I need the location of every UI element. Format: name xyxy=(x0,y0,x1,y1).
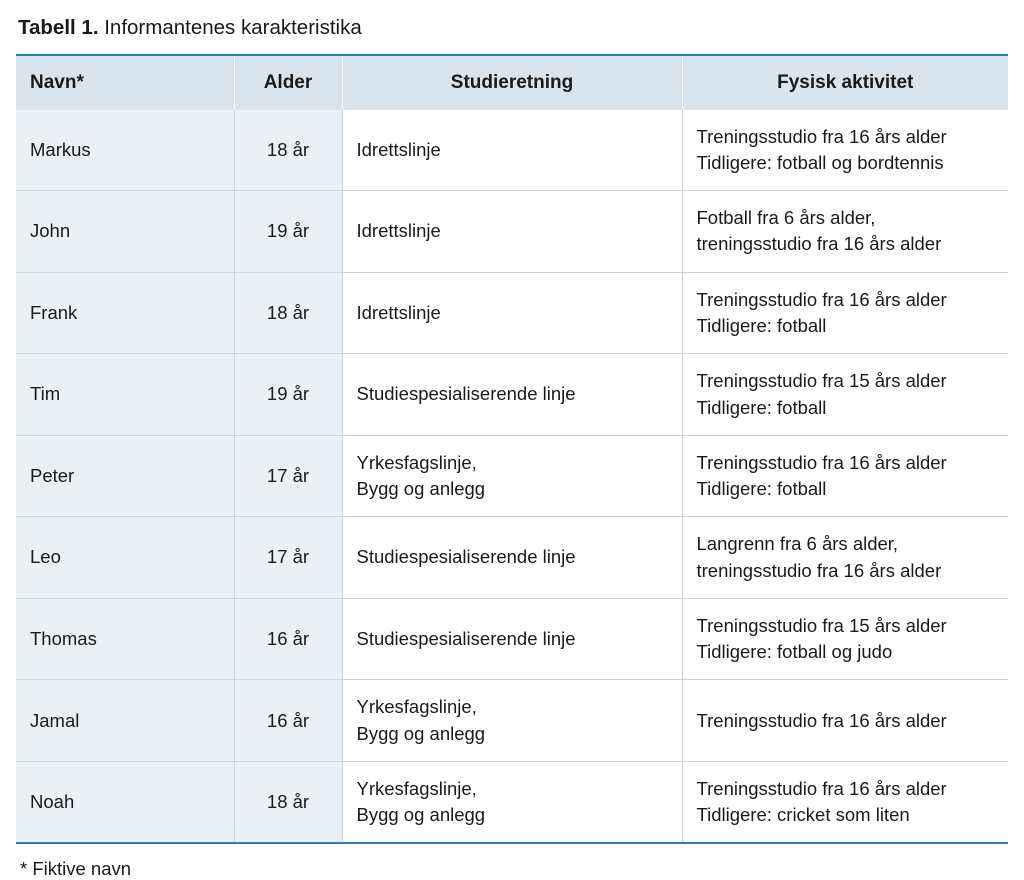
cell-alder: 18 år xyxy=(234,761,342,843)
column-header-alder: Alder xyxy=(234,55,342,110)
cell-line: Tidligere: fotball xyxy=(696,396,827,418)
cell-line: Treningsstudio fra 16 års alder xyxy=(696,125,947,147)
cell-line: Tidligere: fotball xyxy=(696,478,827,500)
cell-line: Treningsstudio fra 16 års alder xyxy=(696,288,947,310)
table-caption-text: Informantenes karakteristika xyxy=(104,16,362,39)
table-footnote: * Fiktive navn xyxy=(20,858,132,880)
cell-line: Bygg og anlegg xyxy=(356,478,486,500)
cell-studieretning xyxy=(342,354,682,436)
cell-line: Tidligere: cricket som liten xyxy=(696,804,910,826)
cell-line: Studiespesialiserende linje xyxy=(356,627,576,649)
cell-line: Langrenn fra 6 års alder, xyxy=(696,533,899,555)
table-body xyxy=(16,110,1008,844)
cell-alder: 17 år xyxy=(234,435,342,517)
cell-navn: Peter xyxy=(16,435,234,517)
cell-fysisk-aktivitet xyxy=(682,272,1008,354)
table-row xyxy=(16,761,1008,843)
table-row xyxy=(16,191,1008,273)
cell-alder: 18 år xyxy=(234,110,342,191)
cell-line: treningsstudio fra 16 års alder xyxy=(696,233,942,255)
characteristics-table xyxy=(16,54,1008,845)
cell-fysisk-aktivitet xyxy=(682,110,1008,191)
table-row xyxy=(16,517,1008,599)
cell-line: Yrkesfagslinje, xyxy=(356,696,477,718)
cell-navn: Noah xyxy=(16,761,234,843)
cell-line: Idrettslinje xyxy=(356,220,441,242)
cell-studieretning xyxy=(342,110,682,191)
table-row xyxy=(16,272,1008,354)
cell-studieretning xyxy=(342,598,682,680)
cell-line: Fotball fra 6 års alder, xyxy=(696,207,876,229)
column-header-studieretning: Studieretning xyxy=(342,55,682,110)
cell-alder: 19 år xyxy=(234,191,342,273)
cell-studieretning xyxy=(342,517,682,599)
cell-line: Yrkesfagslinje, xyxy=(356,777,477,799)
cell-fysisk-aktivitet xyxy=(682,598,1008,680)
table-row xyxy=(16,598,1008,680)
cell-navn: John xyxy=(16,191,234,273)
cell-line: Tidligere: fotball og judo xyxy=(696,641,893,663)
cell-line: Bygg og anlegg xyxy=(356,722,486,744)
table-row xyxy=(16,354,1008,436)
cell-line: Tidligere: fotball og bordtennis xyxy=(696,151,944,173)
cell-line: Studiespesialiserende linje xyxy=(356,546,576,568)
cell-line: Treningsstudio fra 16 års alder xyxy=(696,777,947,799)
cell-line: Treningsstudio fra 16 års alder xyxy=(696,451,947,473)
cell-studieretning xyxy=(342,272,682,354)
cell-navn: Frank xyxy=(16,272,234,354)
cell-fysisk-aktivitet xyxy=(682,354,1008,436)
cell-line: Treningsstudio fra 16 års alder xyxy=(696,709,947,731)
cell-fysisk-aktivitet xyxy=(682,680,1008,762)
cell-navn: Tim xyxy=(16,354,234,436)
cell-alder: 19 år xyxy=(234,354,342,436)
cell-line: Tidligere: fotball xyxy=(696,315,827,336)
cell-line: Idrettslinje xyxy=(356,138,441,160)
cell-fysisk-aktivitet xyxy=(682,435,1008,517)
cell-alder: 18 år xyxy=(234,272,342,354)
table-caption-label: Tabell 1. xyxy=(18,16,99,39)
cell-line: Studiespesialiserende linje xyxy=(356,383,576,405)
cell-navn: Leo xyxy=(16,517,234,599)
table-row xyxy=(16,435,1008,517)
column-header-navn: Navn* xyxy=(16,55,234,110)
cell-line: treningsstudio fra 16 års alder xyxy=(696,559,942,581)
table-header-row xyxy=(16,55,1008,110)
table-row xyxy=(16,110,1008,191)
cell-line: Treningsstudio fra 15 års alder xyxy=(696,370,947,392)
cell-line: Idrettslinje xyxy=(356,301,441,323)
cell-navn: Thomas xyxy=(16,598,234,680)
table-header xyxy=(16,55,1008,110)
cell-studieretning xyxy=(342,761,682,843)
cell-alder: 16 år xyxy=(234,598,342,680)
table-row xyxy=(16,680,1008,762)
cell-line: Treningsstudio fra 15 års alder xyxy=(696,614,947,636)
cell-navn: Jamal xyxy=(16,680,234,762)
cell-fysisk-aktivitet xyxy=(682,761,1008,843)
cell-line: Bygg og anlegg xyxy=(356,804,486,826)
cell-alder: 17 år xyxy=(234,517,342,599)
cell-navn: Markus xyxy=(16,110,234,191)
cell-studieretning xyxy=(342,435,682,517)
column-header-fysisk-aktivitet: Fysisk aktivitet xyxy=(682,55,1008,110)
cell-studieretning xyxy=(342,680,682,762)
cell-studieretning xyxy=(342,191,682,273)
table-caption xyxy=(18,14,1008,42)
cell-line: Yrkesfagslinje, xyxy=(356,451,477,473)
cell-alder: 16 år xyxy=(234,680,342,762)
cell-fysisk-aktivitet xyxy=(682,191,1008,273)
cell-fysisk-aktivitet xyxy=(682,517,1008,599)
